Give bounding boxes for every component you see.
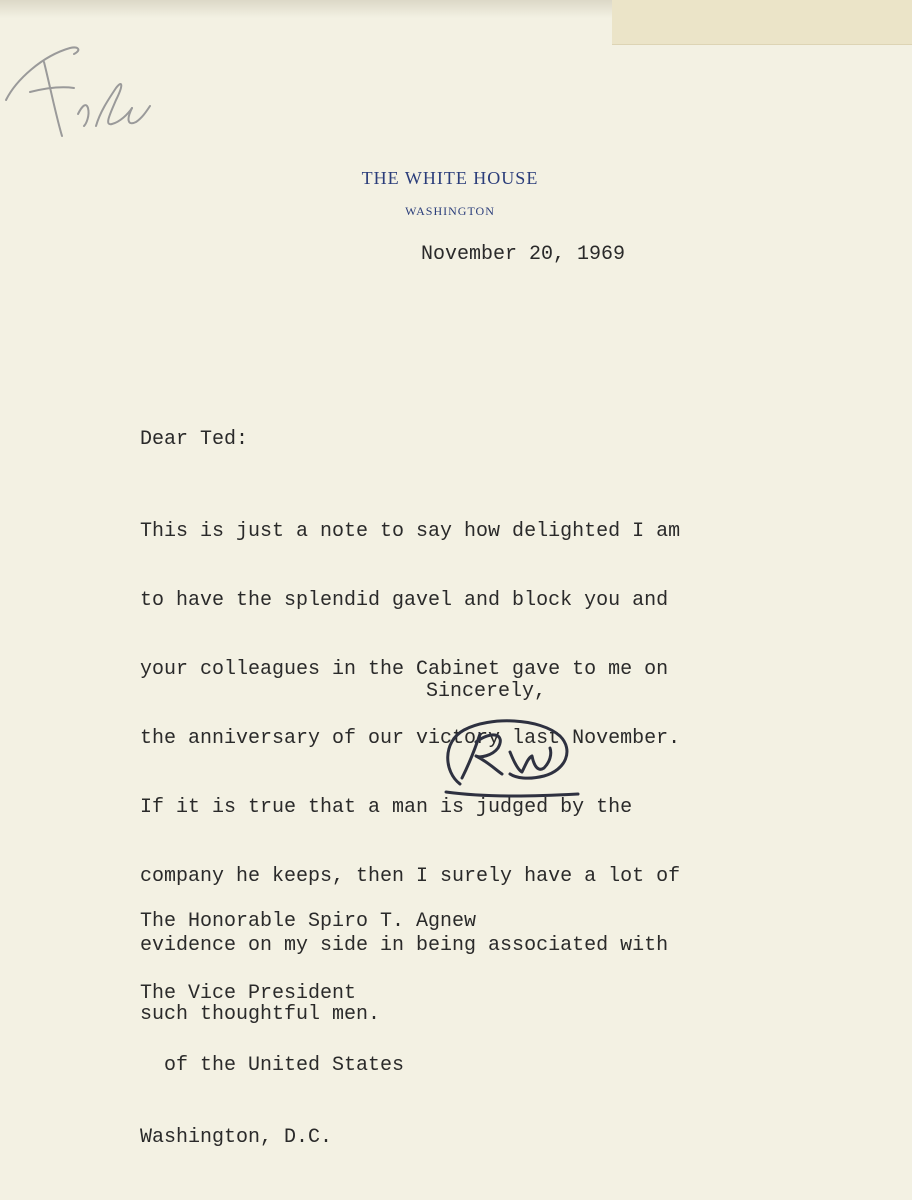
paper-tape xyxy=(612,0,912,45)
recipient-name: The Honorable Spiro T. Agnew xyxy=(140,910,477,933)
recipient-title-continued: of the United States xyxy=(164,1054,405,1077)
letterhead-city: WASHINGTON xyxy=(405,204,495,218)
body-line: such thoughtful men. xyxy=(140,1003,381,1026)
recipient-city: Washington, D.C. xyxy=(140,1126,333,1149)
body-line: your colleagues in the Cabinet gave to me on xyxy=(140,658,669,681)
handwritten-file-note xyxy=(0,26,160,146)
body-line: company he keeps, then I surely have a lot of xyxy=(140,865,681,888)
body-line: the anniversary of our victory last November. xyxy=(140,727,681,750)
salutation: Dear Ted: xyxy=(140,428,249,451)
recipient-address xyxy=(140,862,476,1198)
closing: Sincerely, xyxy=(426,680,547,703)
letter-date: November 20, 1969 xyxy=(421,243,626,266)
body-line: evidence on my side in being associated with xyxy=(140,934,669,957)
body-line: If it is true that a man is judged by the xyxy=(140,796,633,819)
body-line: to have the splendid gavel and block you and xyxy=(140,589,669,612)
letterhead-title: THE WHITE HOUSE xyxy=(361,168,539,188)
recipient-title: The Vice President xyxy=(140,982,357,1005)
signature xyxy=(440,712,580,802)
body-line: This is just a note to say how delighted I am xyxy=(140,520,681,543)
